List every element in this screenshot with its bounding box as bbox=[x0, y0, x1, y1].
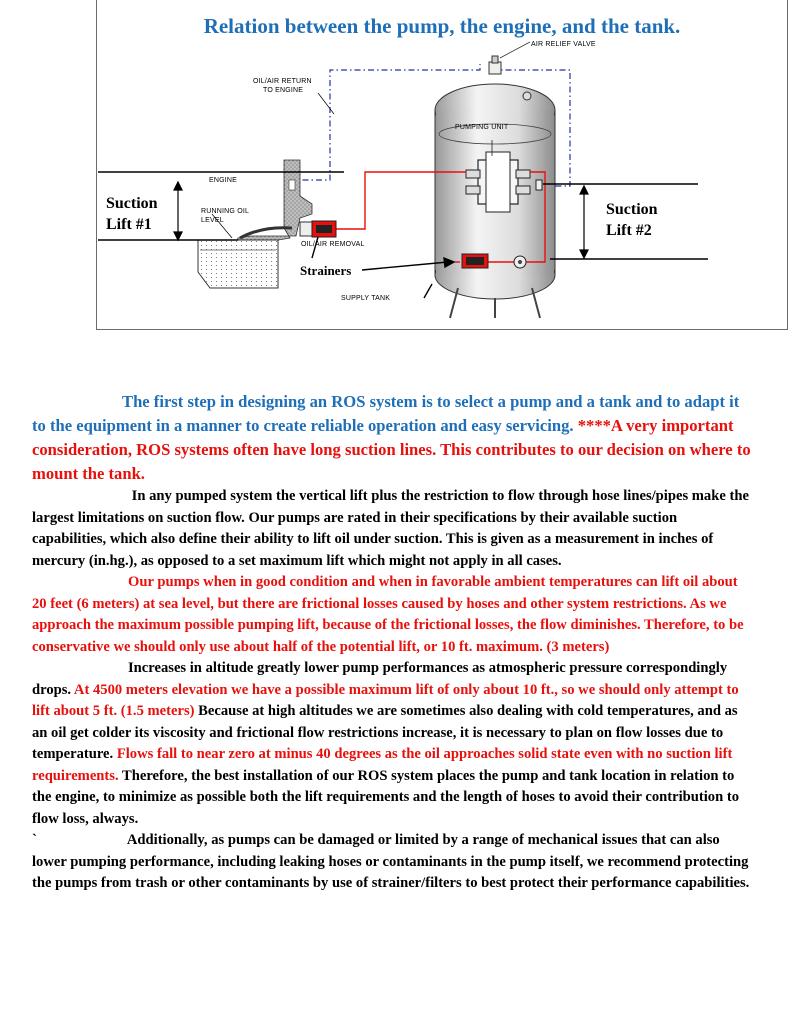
leader-lines bbox=[212, 93, 334, 238]
label-air-relief-valve: AIR RELIEF VALVE bbox=[531, 41, 596, 48]
paragraph-lift-capacity bbox=[32, 572, 754, 658]
label-suction-lift-1-line2: Lift #1 bbox=[106, 216, 152, 233]
stray-tick-mark: ` bbox=[32, 832, 37, 848]
label-running-oil: RUNNING OIL bbox=[201, 208, 250, 215]
pump-engine-tank-diagram bbox=[0, 0, 791, 340]
label-suction-lift-1-line1: Suction bbox=[106, 195, 158, 212]
intro-red-text: ****A very important consideration, ROS systems often have long suction lines. This contributes to our decision on where to mount the tank. bbox=[32, 416, 751, 483]
label-suction-lift-2-line1: Suction bbox=[606, 201, 658, 218]
suction-lift-2-arrow bbox=[580, 186, 588, 258]
altitude-text-b: Because at high altitudes we are sometimes also dealing with cold temperatures, and as an oil get colder its viscosity and frictional flow restrictions increase, it is necessary to plan on flow losses due to temperature. bbox=[32, 703, 738, 762]
label-supply-tank: SUPPLY TANK bbox=[341, 295, 391, 302]
label-suction-lift-2-line2: Lift #2 bbox=[606, 222, 652, 239]
paragraph-strainers-text: Additionally, as pumps can be damaged or limited by a range of mechanical issues that can also lower pumping performance, including leaking hoses or contaminants in the pump itself, we recommend protecting the pumps from trash or other contaminants by use of strainer/filters to best protect their performance capabilities. bbox=[32, 832, 750, 891]
altitude-text-c: Therefore, the best installation of our ROS system places the pump and tank location in relation to the engine, to minimize as possible both the lift requirements and the length of hoses to avoid their contribution to flow loss, always. bbox=[32, 767, 739, 827]
label-to-engine: TO ENGINE bbox=[263, 87, 304, 94]
altitude-text-a: Increases in altitude greatly lower pump performances as atmospheric pressure correspondingly drops. bbox=[32, 660, 728, 698]
paragraph-suction-limits-text: In any pumped system the vertical lift plus the restriction to flow through hose lines/pipes make the largest limitations on suction flow. Our pumps are rated in their specifications by their available suction capabilities, which also define their ability to lift oil under suction. This is given as a measurement in inches of mercury (in.hg.), as opposed to a set maximum lift which might not apply in all cases. bbox=[32, 488, 749, 569]
label-engine: ENGINE bbox=[209, 177, 238, 184]
label-strainers: Strainers bbox=[300, 263, 352, 278]
paragraph-altitude bbox=[32, 658, 754, 830]
suction-lift-1-arrow bbox=[174, 182, 182, 240]
label-oil-air-removal: OIL/AIR REMOVAL bbox=[301, 241, 365, 248]
label-pumping-unit: PUMPING UNIT bbox=[455, 124, 509, 131]
altitude-red-text-2: Flows fall to near zero at minus 40 degrees as the oil approaches solid state even with no suction lift requirements. bbox=[32, 746, 733, 784]
label-oil-air-return: OIL/AIR RETURN bbox=[253, 78, 312, 85]
intro-paragraph bbox=[32, 390, 754, 486]
paragraph-strainers bbox=[32, 830, 754, 895]
paragraph-suction-limits bbox=[32, 486, 754, 572]
diagram-title: Relation between the pump, the engine, and the tank. bbox=[203, 14, 681, 38]
intro-blue-text: The first step in designing an ROS system is to select a pump and a tank and to adapt it to the equipment in a manner to create reliable operation and easy servicing. bbox=[32, 392, 740, 435]
altitude-red-text-1: At 4500 meters elevation we have a possible maximum lift of only about 10 ft., so we should only attempt to lift about 5 ft. (1.5 meters) bbox=[32, 681, 739, 719]
body-text bbox=[32, 390, 754, 895]
paragraph-lift-capacity-text: Our pumps when in good condition and when in favorable ambient temperatures can lift oil about 20 feet (6 meters) at sea level, but there are frictional losses caused by hoses and other system restrictions. As we approach the maximum possible pumping lift, because of the frictional losses, the flow diminishes. Therefore, to be conservative we should only use about half of the potential lift, or 10 ft. maximum. (3 meters) bbox=[32, 574, 744, 655]
engine-strainer-icon bbox=[300, 221, 336, 237]
air-relief-valve-icon bbox=[489, 42, 530, 74]
label-running-oil-level: LEVEL bbox=[201, 217, 224, 224]
